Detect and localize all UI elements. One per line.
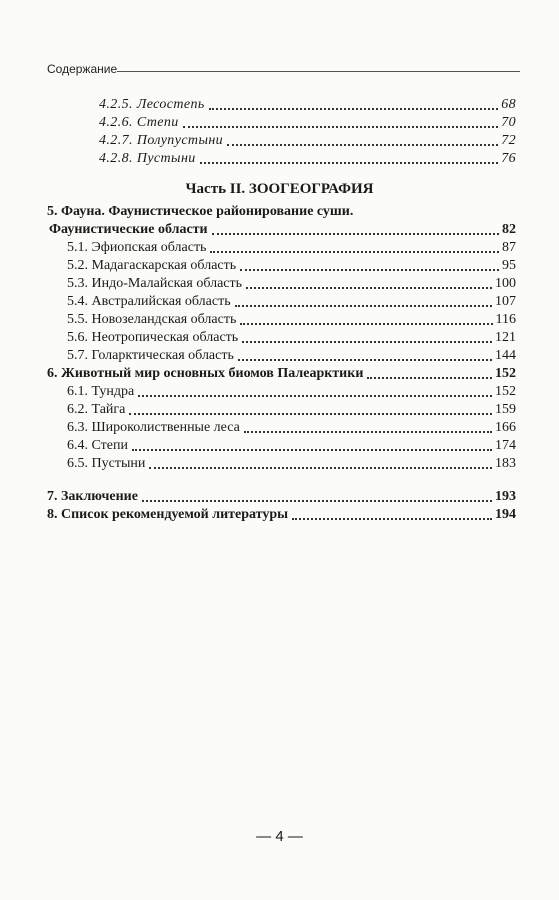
entry-page: 166 <box>495 420 516 435</box>
leader-dots <box>210 250 499 253</box>
entry-title: 5.7. Голарктическая область <box>67 348 234 363</box>
entry-title: Лесостепь <box>136 97 205 112</box>
entry-page: 144 <box>495 348 516 363</box>
leader-dots <box>244 430 492 433</box>
leader-dots <box>242 340 492 343</box>
leader-dots <box>200 161 498 164</box>
leader-dots <box>246 286 492 289</box>
toc-entry-chapter7[interactable] <box>47 488 516 506</box>
leader-dots <box>142 499 492 502</box>
entry-page: 121 <box>495 330 516 345</box>
entry-page: 193 <box>495 489 516 504</box>
leader-dots <box>240 322 492 325</box>
entry-title: 5.3. Индо-Малайская область <box>67 276 243 291</box>
entry-number: 4.2.6. <box>99 115 133 130</box>
entry-title: 5.4. Австралийская область <box>67 294 231 309</box>
toc-entry-5-3[interactable] <box>47 275 516 293</box>
toc-entry-chapter6[interactable] <box>47 365 516 383</box>
running-header <box>47 60 517 80</box>
toc-entry-5-2[interactable] <box>47 257 516 275</box>
toc-entry-5-4[interactable] <box>47 293 516 311</box>
toc-entry-6-3[interactable] <box>47 419 516 437</box>
leader-dots <box>367 376 492 379</box>
leader-dots <box>183 125 499 128</box>
toc-entry-6-2[interactable] <box>47 401 516 419</box>
entry-title: 7. Заключение <box>47 489 138 504</box>
entry-page: 152 <box>495 384 516 399</box>
entry-page: 100 <box>495 276 516 291</box>
entry-title: 6.1. Тундра <box>67 384 135 399</box>
entry-title: 6.2. Тайга <box>67 402 126 417</box>
toc-entry-6-1[interactable] <box>47 383 516 401</box>
entry-number: 4.2.7. <box>99 133 133 148</box>
entry-page: 82 <box>502 222 516 237</box>
entry-page: 76 <box>501 151 516 166</box>
leader-dots <box>149 466 492 469</box>
entry-page: 159 <box>495 402 516 417</box>
toc-entry-chapter5[interactable] <box>47 221 516 239</box>
entry-page: 72 <box>501 133 516 148</box>
toc-entry-4-2-8[interactable] <box>47 150 516 168</box>
toc-entry-5-7[interactable] <box>47 347 516 365</box>
entry-page: 152 <box>495 366 516 381</box>
toc-entry-5-6[interactable] <box>47 329 516 347</box>
entry-page: 95 <box>502 258 516 273</box>
leader-dots <box>129 412 492 415</box>
entry-page: 87 <box>502 240 516 255</box>
entry-page: 68 <box>501 97 516 112</box>
entry-title: 5.5. Новозеландская область <box>67 312 237 327</box>
toc-entry-chapter8[interactable] <box>47 506 516 524</box>
leader-dots <box>240 268 499 271</box>
leader-dots <box>292 517 492 520</box>
entry-title: Полупустыни <box>136 133 224 148</box>
entry-page: 183 <box>495 456 516 471</box>
leader-dots <box>235 304 492 307</box>
entry-title: 5.2. Мадагаскарская область <box>67 258 237 273</box>
toc-entry-6-5[interactable] <box>47 455 516 473</box>
entry-page: 116 <box>495 312 516 327</box>
entry-page: 194 <box>495 507 516 522</box>
entry-title: 5.1. Эфиопская область <box>67 240 207 255</box>
entry-page: 107 <box>495 294 516 309</box>
entry-title: 6.4. Степи <box>67 438 128 453</box>
entry-title: Пустыни <box>136 151 196 166</box>
entry-title: 6.3. Широколиственные леса <box>67 420 240 435</box>
entry-title: 6. Животный мир основных биомов Палеарктики <box>47 366 364 381</box>
leader-dots <box>238 358 492 361</box>
entry-title: Фаунистические области <box>49 222 208 237</box>
entry-title: Степи <box>136 115 179 130</box>
toc-entry-6-4[interactable] <box>47 437 516 455</box>
entry-page: 70 <box>501 115 516 130</box>
entry-title: 5.6. Неотропическая область <box>67 330 239 345</box>
entry-title: 6.5. Пустыни <box>67 456 146 471</box>
entry-title: 8. Список рекомендуемой литературы <box>47 507 289 522</box>
part-title: Часть II. ЗООГЕОГРАФИЯ <box>185 181 374 197</box>
entry-number: 4.2.8. <box>99 151 133 166</box>
header-label: Содержание <box>47 62 118 76</box>
leader-dots <box>212 232 499 235</box>
leader-dots <box>227 143 498 146</box>
toc-entry-4-2-5[interactable] <box>47 96 516 114</box>
toc-entry-5-5[interactable] <box>47 311 516 329</box>
page-number: — 4 — <box>256 828 303 845</box>
toc-entry-5-1[interactable] <box>47 239 516 257</box>
toc-entry-4-2-6[interactable] <box>47 114 516 132</box>
leader-dots <box>132 448 492 451</box>
entry-number: 4.2.5. <box>99 97 133 112</box>
chapter5-title-line1[interactable]: 5. Фауна. Фаунистическое районирование суши. <box>47 204 354 219</box>
leader-dots <box>138 394 492 397</box>
leader-dots <box>209 107 498 110</box>
entry-page: 174 <box>495 438 516 453</box>
toc-entry-4-2-7[interactable] <box>47 132 516 150</box>
header-rule <box>117 71 520 72</box>
